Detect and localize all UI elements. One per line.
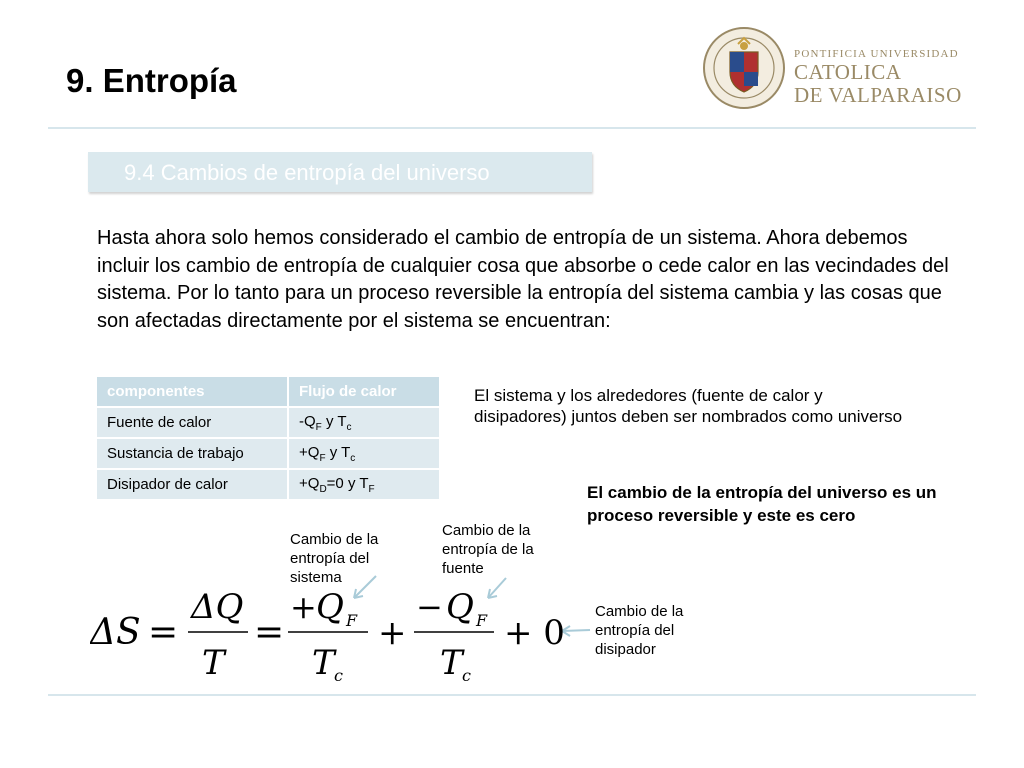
eq-num3-sub: F bbox=[476, 611, 488, 630]
label-source-entropy: Cambio de la entropía de la fuente bbox=[442, 522, 534, 577]
label-system-entropy: Cambio de la entropía del sistema bbox=[290, 531, 379, 586]
reversible-note: El cambio de la entropía del universo es un proceso reversible y este es cero bbox=[587, 483, 937, 525]
eq-num3-sign: − bbox=[416, 588, 443, 626]
eq-den2-sub: c bbox=[334, 666, 343, 685]
eq-delta-s: ΔS bbox=[90, 612, 141, 653]
row-flow: $+Q_D=0$ y $T_F$ bbox=[288, 469, 440, 500]
eq-num2-sub: F bbox=[346, 611, 358, 630]
eq-tail: + 0 bbox=[504, 613, 565, 653]
university-line1: PONTIFICIA UNIVERSIDAD bbox=[794, 48, 959, 60]
entropy-equation bbox=[90, 580, 570, 690]
eq-den2: T bbox=[312, 643, 335, 683]
row-flow: $-Q_F$ y $T_c$ bbox=[288, 407, 440, 438]
page-title: 9. Entropía bbox=[66, 62, 237, 99]
row-flow: $+Q_F$ y $T_c$ bbox=[288, 438, 440, 469]
header-flujo: Flujo de calor bbox=[288, 377, 440, 407]
eq-num2-q: Q bbox=[316, 587, 344, 627]
eq-den3: T bbox=[440, 643, 463, 683]
row-component: Disipador de calor bbox=[97, 469, 288, 500]
eq-num2-sign: + bbox=[290, 588, 317, 626]
eq-plus: + bbox=[378, 613, 407, 653]
eq-den1: T bbox=[202, 643, 225, 683]
row-component: Sustancia de trabajo bbox=[97, 438, 288, 469]
section-subtitle: 9.4 Cambios de entropía del universo bbox=[124, 160, 490, 185]
university-line2: CATOLICA bbox=[794, 60, 902, 84]
universe-note: El sistema y los alrededores (fuente de calor y disipadores) juntos deben ser nombrados como universo bbox=[474, 386, 903, 426]
eq-den3-sub: c bbox=[462, 666, 471, 685]
row-component: Fuente de calor bbox=[97, 407, 288, 438]
header-componentes: componentes bbox=[97, 377, 288, 407]
eq-num1: ΔQ bbox=[191, 587, 244, 627]
eq-equals-2: = bbox=[254, 612, 285, 653]
university-line3: DE VALPARAISO bbox=[794, 83, 962, 107]
label-sink-entropy: Cambio de la entropía del disipador bbox=[595, 603, 684, 658]
eq-equals-1: = bbox=[148, 612, 179, 653]
eq-num3-q: Q bbox=[446, 587, 474, 627]
intro-paragraph: Hasta ahora solo hemos considerado el cambio de entropía de un sistema. Ahora debemos incluir los cambio de entropía de cualquier cosa que absorbe o cede calor en las vecindades del sistema. Por lo tanto para un proceso reversible la entropía del sistema cambia y las cosas que son afectadas directamente por el sistema se encuentran: bbox=[97, 227, 949, 332]
